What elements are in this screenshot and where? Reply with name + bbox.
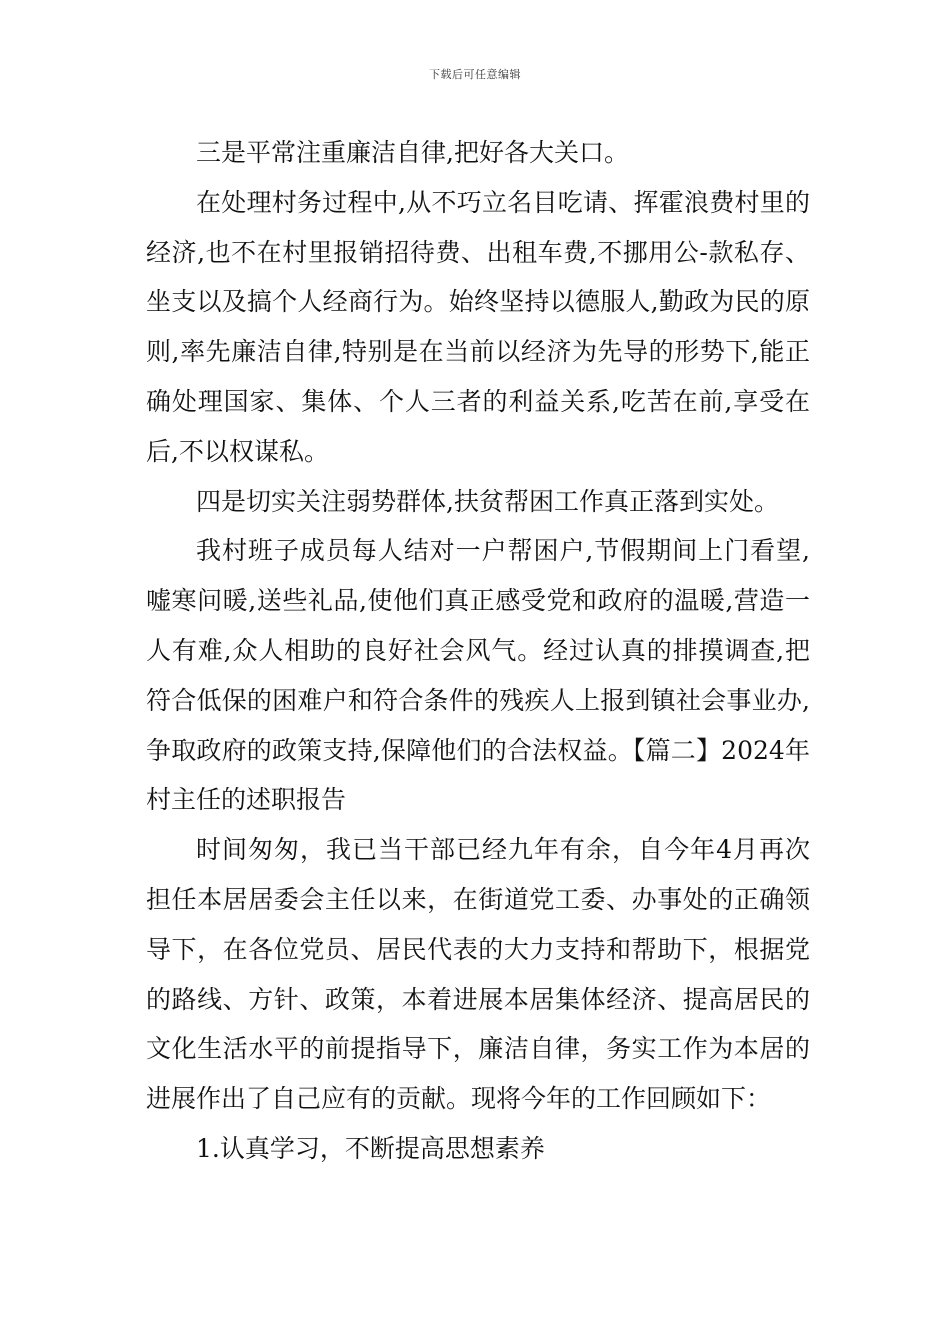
- paragraph-vulnerable-groups-heading: 四是切实关注弱势群体,扶贫帮困工作真正落到实处。: [196, 486, 779, 516]
- paragraph-self-discipline-heading: 三是平常注重廉洁自律,把好各大关口。: [196, 138, 629, 167]
- paragraph-poverty-assistance: 我村班子成员每人结对一户帮困户,节假期间上门看望,嘘寒问暖,送些礼品,使他们真正感受党和政府的温暖,营造一人有难,众人相助的良好社会风气。经过认真的排摸调查,把符合低保的困难户和符合条件的残疾人上报到镇社会事业办,争取政府的政策支持,保障他们的合法权益。【篇二】2024年村主任的述职报告: [146, 536, 810, 815]
- header-note: 下载后可任意编辑: [429, 68, 521, 81]
- paragraph-work-review-intro: 时间匆匆，我已当干部已经九年有余，自今年4月再次担任本居居委会主任以来，在街道党工委、办事处的正确领导下，在各位党员、居民代表的大力支持和帮助下，根据党的路线、方针、政策，本着进展本居集体经济、提高居民的文化生活水平的前提指导下，廉洁自律，务实工作为本居的进展作出了自己应有的贡献。现将今年的工作回顾如下：: [146, 835, 810, 1114]
- paragraph-study-heading: 1.认真学习，不断提高思想素养: [196, 1133, 545, 1163]
- paragraph-village-affairs: 在处理村务过程中,从不巧立名目吃请、挥霍浪费村里的经济,也不在村里报销招待费、出租车费,不挪用公-款私存、坐支以及搞个人经商行为。始终坚持以德服人,勤政为民的原则,率先廉洁自律,特别是在当前以经济为先导的形势下,能正确处理国家、集体、个人三者的利益关系,吃苦在前,享受在后,不以权谋私。: [146, 187, 810, 466]
- document-body: [146, 128, 810, 1174]
